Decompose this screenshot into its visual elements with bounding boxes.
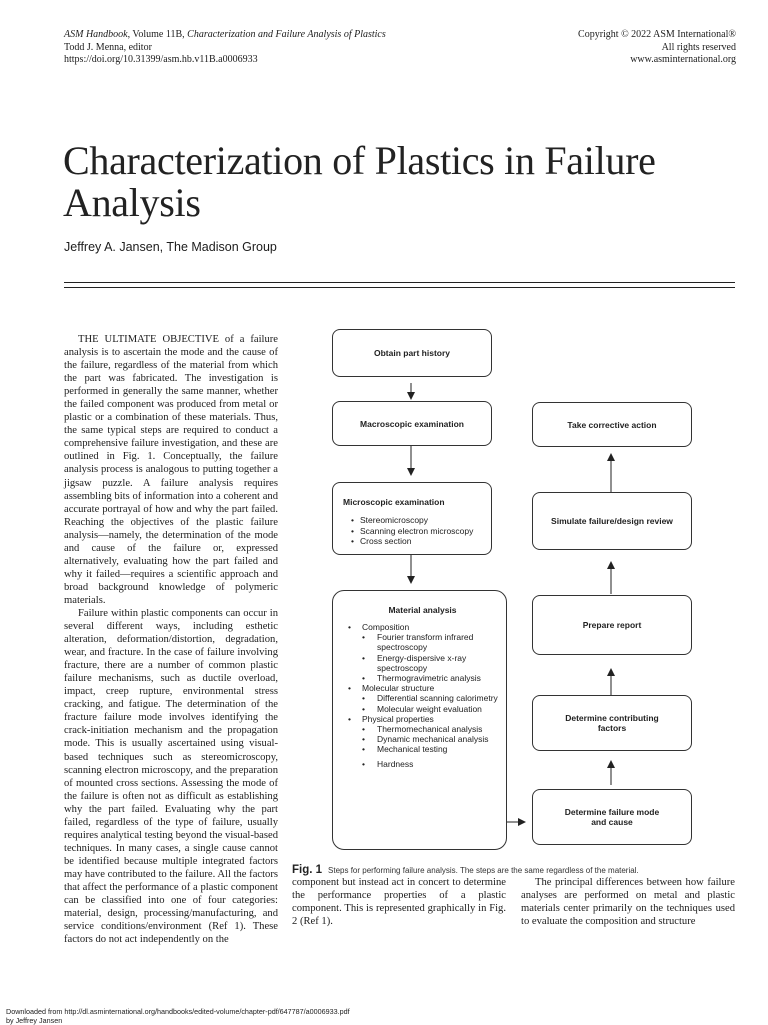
website-link[interactable]: www.asminternational.org xyxy=(578,54,736,67)
paragraph-2: Failure within plastic components can occur in several different ways, including esthetic alteration, deformation/distortion, degradation, wear, and fracture. In the case of failure involving fracture, there are a number of common plastic failure mechanisms, such as ductile overload, impact, creep rupture, environmental stress cracking, and fatigue. The determination of the fracture failure mode involves identifying the crack-initiation mechanism and the propagation mode. This is usually ascertained using visual-based techniques such as stereomicroscopy, scanning electron microscopy, and the preparation of mounted cross sections. Assessing the mode of the failure is often not as difficult as establishing why the part failed. Evaluating why the part failed, regardless of the type of failure, usually requires analytical testing beyond the visual-based techniques. In many cases, a single cause cannot be identified because multiple integrated factors may have contributed to the failure. All the factors that affect the performance of a plastic component can be classified into one of four categories: material, design, processing/manufacturing, and service conditions/environment (Ref 1). These factors do not act independently on the xyxy=(64,607,278,946)
step-determine-failure-mode: Determine failure mode and cause xyxy=(532,789,692,845)
physical-label: Physical properties xyxy=(362,714,434,724)
downloaded-by: by Jeffrey Jansen xyxy=(6,1017,350,1025)
molecular-label: Molecular structure xyxy=(362,683,434,693)
composition-label: Composition xyxy=(362,622,409,632)
download-url[interactable]: Downloaded from http://dl.asminternational.org/handbooks/edited-volume/chapter-pdf/647787/a0006933.pdf xyxy=(6,1008,350,1017)
lead-in: THE ULTIMATE OBJECTIVE xyxy=(78,334,219,345)
molecular-list xyxy=(362,693,500,713)
composition-item xyxy=(345,622,500,683)
title-rule-top xyxy=(64,282,735,283)
volume-title: Characterization and Failure Analysis of Plastics xyxy=(187,29,386,40)
body-column-3 xyxy=(521,876,735,928)
list-item: • Cross section xyxy=(351,536,483,547)
molecular-item xyxy=(345,683,500,714)
list-item: • Fourier transform infrared spectroscopy xyxy=(362,632,500,652)
paragraph-1-text: of a failure analysis is to ascertain the mode and the cause of the failure, regardless of the material from which the part was fabricated. The investigation is performed in generally the same manner, whether the failed component was produced from metal or plastic or a combination of these materials. Thus, the same typical steps are required to conduct a comprehensive failure investigation, and these are outlined in Fig. 1. Conceptually, the failure analysis process is analogous to putting together a jigsaw puzzle. A failure analysis requires assembling bits of information into a coherent and accurate portrayal of how and why the part failed. Reaching the objectives of the plastic failure analysis—namely, the determination of the mode and cause of the failure or, expressed alternatively, evaluating how the part failed and why it failed—requires a scientific approach and broad background knowledge of polymeric materials. xyxy=(64,334,278,606)
editor-line: Todd J. Menna, editor xyxy=(64,42,386,55)
author-line: Jeffrey A. Jansen, The Madison Group xyxy=(64,240,277,254)
material-analysis-list xyxy=(345,622,500,769)
handbook-series: ASM Handbook xyxy=(64,29,128,40)
download-footer xyxy=(6,1008,350,1025)
step-take-corrective-action: Take corrective action xyxy=(532,402,692,447)
microscopic-list xyxy=(351,515,483,547)
paragraph-col2: component but instead act in concert to determine the performance properties of a plastic component. This is represented graphically in Fig. 2 (Ref 1). xyxy=(292,876,506,928)
list-item: • Scanning electron microscopy xyxy=(351,526,483,537)
material-analysis-title: Material analysis xyxy=(345,605,500,615)
running-header-left xyxy=(64,29,386,67)
paragraph-col3: The principal differences between how failure analyses are performed on metal and plastic materials center primarily on the techniques used to evaluate the composition and structure xyxy=(521,876,735,928)
step-prepare-report: Prepare report xyxy=(532,595,692,655)
figure-caption xyxy=(292,864,639,876)
list-item: • Hardness xyxy=(362,759,500,769)
list-item: • Mechanical testing xyxy=(362,744,500,754)
step-simulate-failure: Simulate failure/design review xyxy=(532,492,692,550)
composition-list xyxy=(362,632,500,683)
rights-line: All rights reserved xyxy=(578,42,736,55)
step-microscopic-examination xyxy=(332,482,492,555)
figure-1-flowchart xyxy=(320,325,720,855)
list-item: • Molecular weight evaluation xyxy=(362,704,500,714)
volume-number: , Volume 11B, xyxy=(128,29,188,40)
running-header-right xyxy=(578,29,736,67)
body-column-2 xyxy=(292,876,506,928)
caption-text: Steps for performing failure analysis. The steps are the same regardless of the material. xyxy=(328,866,639,875)
step-material-analysis xyxy=(332,590,507,850)
step-determine-contributing-factors: Determine contributing factors xyxy=(532,695,692,751)
physical-item xyxy=(345,714,500,769)
body-column-1 xyxy=(64,333,278,946)
copyright-line: Copyright © 2022 ASM International® xyxy=(578,29,736,42)
doi-link[interactable]: https://doi.org/10.31399/asm.hb.v11B.a0006933 xyxy=(64,54,386,67)
paragraph-1 xyxy=(64,333,278,607)
figure-label: Fig. 1 xyxy=(292,864,322,876)
physical-list xyxy=(362,724,500,769)
list-item: • Thermomechanical analysis xyxy=(362,724,500,734)
step-macroscopic-examination: Macroscopic examination xyxy=(332,401,492,446)
article-title: Characterization of Plastics in Failure Analysis xyxy=(63,140,743,224)
microscopic-title: Microscopic examination xyxy=(343,497,483,507)
list-item: • Thermogravimetric analysis xyxy=(362,673,500,683)
list-item: • Dynamic mechanical analysis xyxy=(362,734,500,744)
step-obtain-part-history: Obtain part history xyxy=(332,329,492,377)
list-item: • Stereomicroscopy xyxy=(351,515,483,526)
list-item: • Differential scanning calorimetry xyxy=(362,693,500,703)
title-rule-bottom xyxy=(64,287,735,288)
list-item: • Energy-dispersive x-ray spectroscopy xyxy=(362,653,500,673)
